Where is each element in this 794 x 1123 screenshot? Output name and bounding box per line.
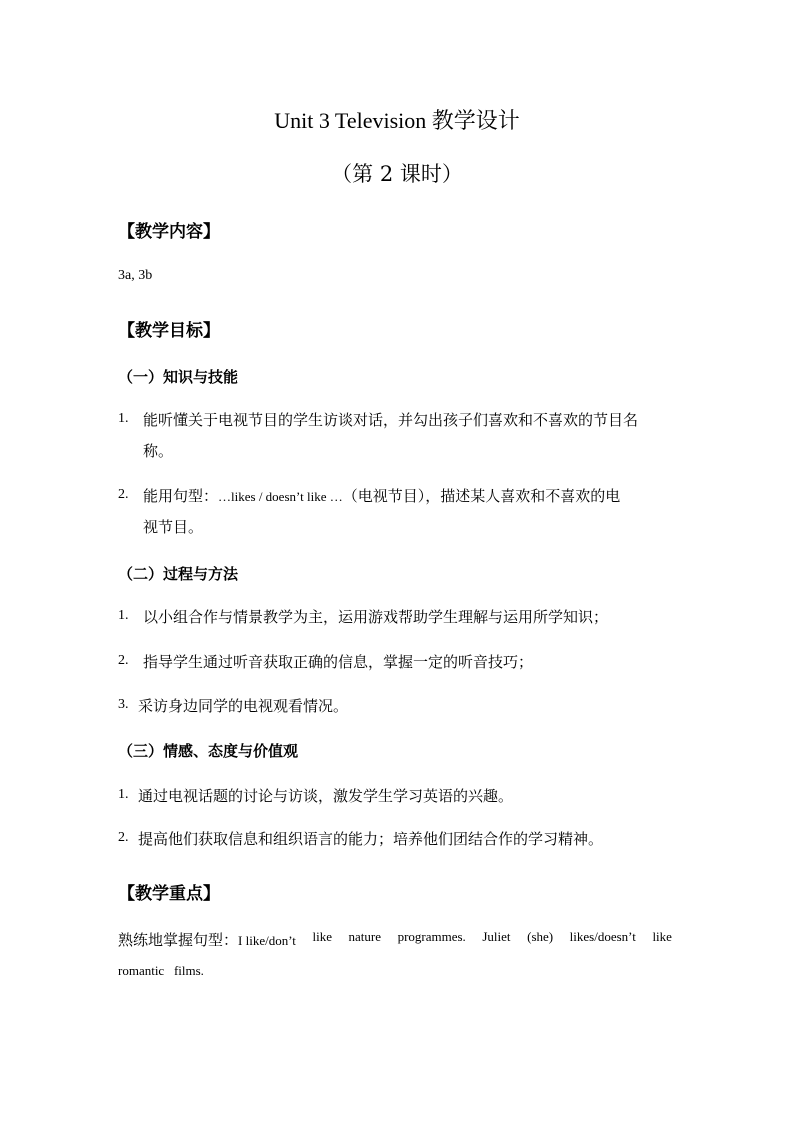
key-word: programmes. (397, 929, 466, 944)
key-word: like (312, 929, 332, 944)
list-item-number: 1. (118, 411, 129, 426)
list-item-text: 采访身边同学的电视观看情况。 (138, 697, 349, 715)
list-item-text: 通过电视话题的讨论与访谈，激发学生学习英语的兴趣。 (138, 787, 514, 805)
list-item-number: 2. (118, 653, 129, 668)
key-word: Juliet (482, 929, 511, 944)
list-item-text-continued: 称。 (143, 442, 174, 460)
key-word: like (652, 929, 672, 944)
key-points-line-continued: romantic films. (118, 963, 204, 978)
key-word: (she) (527, 929, 554, 944)
document-title: Unit 3 Television 教学设计 (274, 108, 520, 133)
document-subtitle: （第 2 课时） (331, 162, 463, 186)
subheading-knowledge: （一）知识与技能 (118, 368, 239, 386)
section-heading-key-points: 【教学重点】 (118, 884, 220, 904)
list-item-number: 1. (118, 787, 129, 802)
sentence-pattern-note: （电视节目），描述某人喜欢和不喜欢的电 (342, 487, 621, 505)
list-item-number: 1. (118, 608, 129, 623)
list-item-text (143, 485, 620, 506)
key-word: likes/doesn’t (569, 929, 636, 944)
key-points-line (118, 929, 672, 950)
subheading-process: （二）过程与方法 (118, 565, 239, 583)
list-item-text: 能听懂关于电视节目的学生访谈对话，并勾出孩子们喜欢和不喜欢的节目名 (143, 411, 639, 429)
section-heading-content: 【教学内容】 (118, 222, 220, 242)
subheading-attitude: （三）情感、态度与价值观 (118, 742, 299, 760)
list-item-text: 提高他们获取信息和组织语言的能力；培养他们团结合作的学习精神。 (138, 830, 604, 848)
list-item-number: 2. (118, 830, 129, 845)
list-item-number: 3. (118, 697, 129, 712)
key-word: nature (348, 929, 382, 944)
section-heading-goals: 【教学目标】 (118, 321, 220, 341)
sentence-pattern: …likes / doesn’t like … (218, 489, 343, 504)
sentence-pattern-label: 能用句型： (143, 487, 219, 505)
list-item-text: 指导学生通过听音获取正确的信息，掌握一定的听音技巧； (143, 653, 534, 671)
content-text: 3a, 3b (118, 268, 153, 283)
list-item-text-continued: 视节目。 (143, 518, 204, 536)
list-item-text: 以小组合作与情景教学为主，运用游戏帮助学生理解与运用所学知识； (143, 608, 609, 626)
key-points-label: 熟练地掌握句型：I like/don’t (118, 931, 296, 949)
list-item-number: 2. (118, 487, 129, 502)
